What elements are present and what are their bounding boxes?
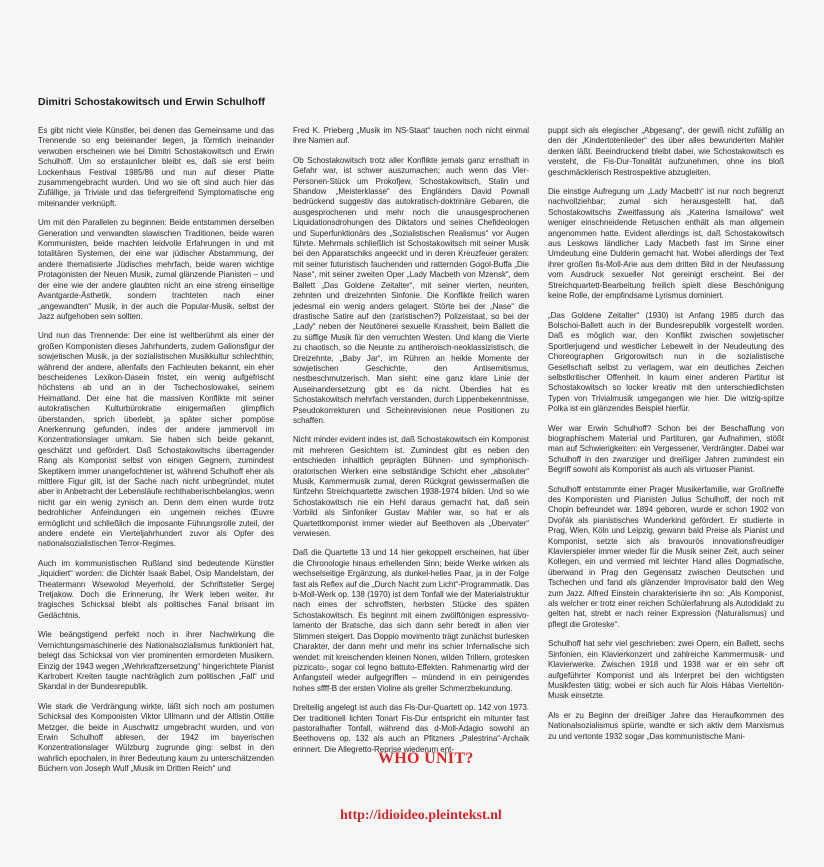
paragraph: Schulhoff entstammte einer Prager Musikerfamilie, war Großneffe des Komponisten und Pianisten Julius Schulhoff, der noch mit Chopin befreundet war. 1894 geboren, wurde er schon 1902 von Dvořák als pianistisches Wunderkind gefördert. Er studierte in Prag, Wien, Köln und Leipzig, gewann bald Preise als Pianist und Komponist, setzte sich als bravourös innovationsfreudiger Klavierspieler immer wieder für die Musik seiner Zeit, auch seiner Kollegen, ein und vermied mit leichter Hand alles Dogmatische, überwand in Prag den Gegensatz zwischen Deutschen und Tschechen und fand als glänzender Improvisator bald den Weg zum Jazz. Alfred Einstein charakterisierte ihn so: „Als Komponist, als welcher er trotz einer reichen Schülerfahrung als Autodidakt zu gelten hat, strebt er nach reiner Expression (Naturalismus) und pflegt die Groteske“.	[548, 484, 784, 629]
paragraph: Auch im kommunistischen Rußland sind bedeutende Künstler „liquidiert“ worden: die Dichter Isaak Babel, Osip Mandelstam, der Theatermann Wsewolod Meyerhold, der Schriftsteller Sergej Tretjakow. Doch die Erinnerung, ihr Werk leben weiter, ihr tragisches Schicksal bleibt als politisches Fanal brisant im Gedächtnis.	[38, 558, 274, 620]
paragraph: Ob Schostakowitsch trotz aller Konflikte jemals ganz ernsthaft in Gefahr war, ist schwer auszumachen; auch wenn das Vier-Personen-Stück um Prokofjew, Schostakowitsch, Stalin und Shandow „Meisterklasse“ des Engländers David Pownall bedrückend suggestiv das autokratisch-doktrinäre Gebaren, die ausgesprochenen und mehr noch die unausgesprochenen Liquidationsdrohungen des Diktators und seines Chefideologen und Superfunktionärs des „Sozialistischen Realismus“ vor Augen führte. Mehrmals schließlich ist Schostakowitsch mit seiner Musik bei den Apparatschiks angeeckt und in deren Kreuzfeuer geraten: mit seiner futuristisch fauchenden und ratternden Gogol-Buffa „Die Nase“, mit seiner zweiten Oper „Lady Macbeth von Mzensk“, dem Ballett „Das Goldene Zeitalter“, mit seiner vierten, neunten, zehnten und dreizehnten Sinfonie. Die Konflikte freilich waren jedesmal ein wenig anders gelagert. Störte bei der „Nase“ die drastische Satire auf den (zaristischen?) Polizeistaat, so bei der „Lady“ neben der Neutönerei sexuelle Krassheit, beim Ballett die zu süffige Musik für den verruchten Westen. Und klang die Vierte zu chaotisch, so die Neunte zu antiheroisch-neoklassizistisch, die Dreizehnte, „Baby Jar“, im Rühren an heikle Momente der sowjetischen Geschichte, den Antisemitismus, nestbeschmutzerisch. Man sieht: eine ganz klare Linie der Auseinandersetzung gibt es da nicht. Überdies hat es Schostakowitsch mehrfach verstanden, durch Lippenbekenntnisse, Pseudokorrekturen und Scheinrevisionen neue Positionen zu schaffen.	[293, 155, 529, 425]
stamp-url: http://idioideo.pleintekst.nl	[340, 808, 502, 823]
paragraph: Wie beängstigend perfekt noch in ihrer Nachwirkung die Vernichtungsmaschinerie des Nationalsozialismus funktioniert hat, belegt das Schicksal von vier prominenten ermordeten Musikern. Einzig der 1943 wegen „Wehrkraftzersetzung“ hingerichtete Pianist Karlrobert Kreiten taugte nachträglich zum politischen „Fall“ und Skandal in der Bundesrepublik.	[38, 630, 274, 692]
article-title: Dimitri Schostakowitsch und Erwin Schulhoff	[38, 96, 265, 108]
text-column-2	[293, 126, 529, 764]
paragraph: Dreiteilig angelegt ist auch das Fis-Dur-Quartett op. 142 von 1973. Der traditionell lichten Tonart Fis-Dur entspricht ein mitunter fast pastoralhafter Tonfall, während das d-Moll-Adagio sowohl an Beethovens op. 132 als auch an Pfitzners „Palestrina“-Archaik erinnert. Die Allegretto-Reprise wiederum ent-	[293, 703, 529, 754]
text-column-3	[548, 126, 784, 751]
who-unit-stamp: WHO UNIT?	[378, 750, 474, 767]
paragraph: „Das Goldene Zeitalter“ (1930) ist Anfang 1985 durch das Bolschoi-Ballett auch in der Bundesrepublik vorgestellt worden. Daß es möglich war, den Konflikt zwischen sowjetischer Sportlerjugend und westlicher Lebewelt in der Neudeutung des Choreographen Grigorowitsch nun in die sozialistische Gesellschaft selbst zu verlagern, war ein deutliches Zeichen selbstkritischer Offenheit. In kaum einer anderen Partitur ist Schostakowitsch so locker kreativ mit den unterschiedlichsten Typen von Trivialmusik umgegangen wie hier. Die witzig-spitze Polka ist ein glänzendes Beispiel hierfür.	[548, 310, 784, 414]
paragraph: Um mit den Parallelen zu beginnen: Beide entstammen derselben Generation und verwandten slawischen Traditionen, beide waren Kommunisten, beide machten leidvolle Erfahrungen in und mit totalitären Systemen, der eine war jüdischer Abstammung, der andere thematisierte Jüdisches mehrfach, beide waren wichtige Protagonisten der Neuen Musik, zumal glänzende Pianisten – und der eine wie der andere glaubten nicht an eine streng einseitige Avantgarde-Ästhetik, sondern trachteten nach einer „angewandten“ Musik, in der auch die Popular-Musik, selbst der Jazz aufgehoben sein sollten.	[38, 218, 274, 321]
paragraph: Die einstige Aufregung um „Lady Macbeth“ ist nur noch begrenzt nachvollziehbar; zumal sich herausgestellt hat, daß Schostakowitschs Zweitfassung als „Katerina Ismailowa“ weit weniger einschneidende Retuschen enthält als man allgemein angenommen hatte. Evident allerdings ist, daß Schostakowitsch aus Leskows ländlicher Lady Macbeth fast im Sinne einer Umdeutung eine Dulderin gemacht hat. Wobei allerdings der Text ihrer großen fis-Moll-Arie aus dem dritten Bild in der Neufassung vom Ausdruck sexueller Not gereinigt erscheint. Bei der Streichquartett-Bearbeitung freilich spielt diese Beschönigung keine Rolle, der empfindsame Lyrismus dominiert.	[548, 187, 784, 301]
paragraph: Wie stark die Verdrängung wirkte, läßt sich noch am postumen Schicksal des Komponisten Viktor Ullmann und der Altistin Ottilie Metzger, die beide in Auschwitz umgebracht wurden, und von Erwin Schulhoff ablesen, der 1942 im bayerischen Konzentrationslager Wülzburg zugrunde ging: selbst in den wahrlich epochalen, in ihrer Bedeutung kaum zu unterschätzenden Büchern von Joseph Wulf „Musik im Dritten Reich“ und	[38, 701, 274, 774]
paragraph: Als er zu Beginn der dreißiger Jahre das Heraufkommen des Nationalsozialismus spürte, wandte er sich aktiv dem Marxismus zu und vertonte 1932 sogar „Das kommunistische Mani-	[548, 710, 784, 741]
paragraph: Und nun das Trennende: Der eine ist weltberühmt als einer der großen Komponisten dieses Jahrhunderts, zudem Galionsfigur der sowjetischen Musik, ja der sozialistischen Musikkultur schlechthin; während der andere, allenfalls den Fachleuten bekannt, ein eher bescheidenes Lexikon-Dasein fristet, ein wenig aufgefrischt höchstens ab und an in der Tschechoslowakei, seinem Heimatland. Der eine hat die massiven Konflikte mit seiner autokratischen Kulturbürokratie einigermaßen glimpflich überstanden, sprich überlebt, ja später sicher pompöse Anerkennung gefunden, indes der andere jammervoll im Konzentrationslager umkam. Sie haben sich beide gekannt, geschätzt und gefördert. Daß Schostakowitschs überragender Rang als Komponist selbst von einigen Gegnern, zumindest Skeptikern immer unangefochtener ist, während Schulhoff eher als mittlere Figur gilt, ist der Sache nach nicht unbegründet, mutet aber in Anbetracht der Lebensläufe rechthaberischbelanglos, wenn nicht gar ein wenig zynisch an. Denn dem einen wurde trotz bedrohlicher Anfeindungen ein ungemein reiches Œuvre ermöglicht und schließlich die imposante Führungsrolle zuteil, der andere endete ein Vierteljahrhundert zuvor als Opfer des nationalsozialistischen Terror-Regimes.	[38, 331, 274, 549]
paragraph: Nicht minder evident indes ist, daß Schostakowitsch ein Komponist mit mehreren Gesichtern ist. Zumindest gibt es neben den entschieden inhaltlich geprägten Bühnen- und symphonisch- oratorischen Werken eine selbständige Schicht eher „absoluter“ Musik, Kammermusik zumal, deren Rückgrat gewissermaßen die fünfzehn Streichquartette zwischen 1938-1974 bilden. Und so wie Schostakowitsch nie ein Hehl daraus gemacht hat, daß sein Vorbild als Sinfoniker Gustav Mahler war, so hat er als Quartettkomponist immer wieder auf Beethoven als „Übervater“ verwiesen.	[293, 435, 529, 539]
paragraph: Es gibt nicht viele Künstler, bei denen das Gemeinsame und das Trennende so eng beieinander liegen, ja förmlich ineinander verwoben erscheinen wie bei Dimitri Schostakowitsch und Erwin Schulhoff. Um so erstaunlicher bleibt es, daß sie erst beim Lockenhaus Festival 1985/86 und nun auf dieser Platte zusammengebracht wurden. Und wo sie oft sind auch hier das Zufällige, ja Triviale und das tiefergreifend Symptomatische eng miteinander verknüpft.	[38, 126, 274, 208]
paragraph: Fred K. Prieberg „Musik im NS-Staat“ tauchen noch nicht einmal ihre Namen auf.	[293, 126, 529, 146]
paragraph: puppt sich als elegischer „Abgesang“, der gewiß nicht zufällig an den der „Kindertotenlieder“ des über alles bewunderten Mahler denken läßt. Beeindruckend bleibt dabei, wie Schostakowitsch es versteht, die Fis-Dur-Tonalität aufzunehmen, ohne ins bloß geschmäcklerisch Restrospektive abzugleiten.	[548, 126, 784, 177]
paragraph: Schulhoff hat sehr viel geschrieben: zwei Opern, ein Ballett, sechs Sinfonien, ein Klavierkonzert und zahlreiche Kammermusik- und Klavierwerke. Zwischen 1918 und 1938 war er ein sehr oft aufgeführter Komponist und als Interpret bei den wichtigsten Musikfesten tätig; wobei er sich auch für Alois Hábas Vierteltön- Musik einsetzte.	[548, 639, 784, 701]
paragraph: Wer war Erwin Schulhoff? Schon bei der Beschaffung von biographischem Material und Partituren, gar Aufnahmen, stößt man auf Schwierigkeiten: ein Vergessener, Verdrängter. Dabei war Schulhoff in den zwanziger und dreißiger Jahren zumindest ein Begriff sowohl als Komponist als auch als virtuoser Pianist.	[548, 423, 784, 475]
text-column-1	[38, 126, 274, 784]
paragraph: Daß die Quartette 13 und 14 hier gekoppelt erscheinen, hat über die Chronologie hinaus erhellenden Sinn; beide Werke wirken als wechselseitige Ergänzung, als dunkel-helles Paar, ja in der Folge fast als Reflex auf die „Durch Nacht zum Licht“-Programmatik. Das b-Moll-Werk op. 138 (1970) ist dem Tonfall wie der Materialstruktur nach eines der schroffsten, herbsten Stücke des späten Schostakowitsch. Es beginnt mit einem zwölftönigen espressivo-lamento der Bratsche, das sich dann sehr beredt in allen vier Stimmen steigert. Das Doppio movimento trägt zunächst burlesken Charakter, der dann mehr und mehr ins schier Infernalische sich wendet: mit kreischenden kleinen Nonen, wilden Trillern, grotesken pizzicato-, sogar col legno battuto-Effekten. Rahmenartig wird der Anfangsteil wieder aufgegriffen – mündend in ein peinigendes hohes sffff-B der ersten Violine als greller Schmerzbekundung.	[293, 548, 529, 693]
